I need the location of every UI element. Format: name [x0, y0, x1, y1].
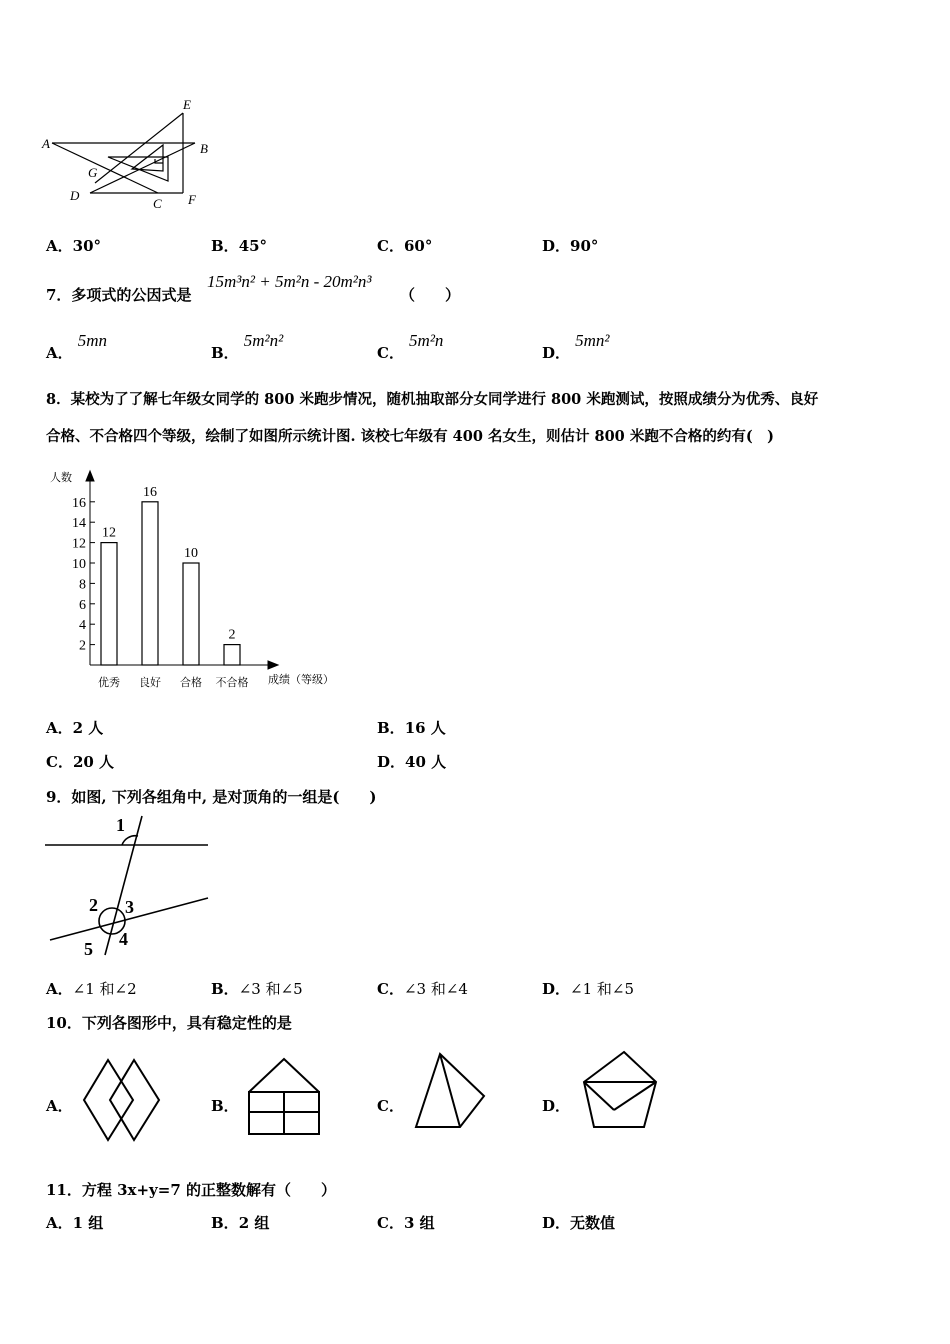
bar-value-label: 16 [143, 484, 157, 500]
q6-option-d[interactable]: D．90° [542, 237, 599, 255]
q10-option-a-figure[interactable] [82, 1058, 162, 1144]
y-tick-label: 6 [79, 597, 86, 613]
q8-option-b[interactable]: B．16 人 [377, 719, 446, 737]
bar-2 [183, 563, 199, 665]
q8-xlabel: 成绩（等级） [268, 674, 334, 686]
q6-label-c: C [153, 196, 162, 211]
q7-option-c[interactable]: C． 5m²n [377, 331, 444, 362]
q10-option-b-figure[interactable] [246, 1056, 322, 1138]
bar-3 [224, 645, 240, 665]
y-tick-label: 14 [72, 516, 86, 532]
bar-value-label: 2 [228, 627, 236, 643]
q6-label-g: G [88, 165, 98, 180]
q8-option-d[interactable]: D．40 人 [377, 753, 447, 771]
q11-option-a[interactable]: A．1 组 [46, 1214, 104, 1232]
y-tick-label: 2 [79, 638, 86, 654]
bar-0 [101, 543, 117, 665]
q7-polynomial: 15m³n² + 5m²n - 20m²n³ [207, 272, 372, 291]
category-label: 合格 [180, 677, 202, 689]
y-tick-label: 10 [72, 557, 86, 572]
q9-angle-3: 3 [125, 897, 134, 917]
q9-figure [40, 810, 220, 960]
q6-label-e: E [183, 97, 191, 112]
q10-option-c-figure[interactable] [412, 1050, 488, 1132]
q7-stem: 7．多项式的公因式是 [46, 286, 192, 304]
q10-option-c-label[interactable]: C． [377, 1097, 404, 1115]
q6-option-b[interactable]: B．45° [211, 237, 268, 255]
q6-label-f: F [188, 192, 196, 207]
q7-option-b[interactable]: B． 5m²n² [211, 331, 284, 362]
q9-stem: 9．如图, 下列各组角中, 是对顶角的一组是( ) [46, 788, 377, 806]
q10-option-d-label[interactable]: D． [542, 1097, 571, 1115]
q6-label-d: D [70, 188, 80, 203]
bar-value-label: 10 [184, 546, 198, 561]
q7-option-d[interactable]: D． 5mn² [542, 331, 610, 362]
q11-option-d[interactable]: D．无数值 [542, 1214, 616, 1232]
bar-1 [142, 502, 158, 665]
q11-stem: 11．方程 3x+y=7 的正整数解有（ ） [46, 1181, 336, 1199]
q9-angle-4: 4 [119, 929, 128, 949]
q10-stem: 10．下列各图形中，具有稳定性的是 [46, 1014, 292, 1032]
q11-option-c[interactable]: C．3 组 [377, 1214, 435, 1232]
q11-option-b[interactable]: B．2 组 [211, 1214, 270, 1232]
q6-label-b: B [200, 141, 208, 156]
q6-label-a: A [42, 136, 50, 151]
q8-bar-chart [40, 465, 360, 695]
q6-option-a[interactable]: A．30° [46, 237, 102, 255]
q9-angle-2: 2 [89, 895, 98, 915]
q8-option-c[interactable]: C．20 人 [46, 753, 115, 771]
category-label: 良好 [139, 677, 161, 689]
category-label: 优秀 [98, 677, 120, 689]
bar-value-label: 12 [102, 525, 116, 541]
q9-option-b[interactable]: B．∠3 和∠5 [211, 980, 303, 998]
q9-option-a[interactable]: A．∠1 和∠2 [46, 980, 137, 998]
q6-figure [40, 95, 220, 215]
q9-option-d[interactable]: D．∠1 和∠5 [542, 980, 635, 998]
q7-option-a[interactable]: A． 5mn [46, 331, 108, 362]
q8-ylabel: 人数 [50, 472, 72, 484]
q10-option-a-label[interactable]: A． [46, 1097, 73, 1115]
q8-option-a[interactable]: A．2 人 [46, 719, 104, 737]
q9-option-c[interactable]: C．∠3 和∠4 [377, 980, 468, 998]
q8-stem-line1: 8．某校为了了解七年级女同学的 800 米跑步情况，随机抽取部分女同学进行 800 米跑测试，按照成绩分为优秀、良好 [46, 391, 819, 408]
category-label: 不合格 [215, 677, 249, 689]
y-tick-label: 12 [72, 536, 86, 552]
y-tick-label: 16 [72, 495, 86, 511]
y-tick-label: 4 [79, 618, 86, 634]
q10-option-d-figure[interactable] [580, 1048, 660, 1132]
q9-angle-5: 5 [84, 939, 93, 959]
q8-stem-line2: 合格、不合格四个等级，绘制了如图所示统计图. 该校七年级有 400 名女生，则估计 800 米跑不合格的约有( ) [46, 428, 775, 445]
q7-paren: （ ） [400, 286, 461, 304]
q9-angle-1: 1 [116, 815, 125, 835]
q6-option-c[interactable]: C．60° [377, 237, 433, 255]
q10-option-b-label[interactable]: B． [211, 1097, 239, 1115]
y-tick-label: 8 [79, 577, 86, 593]
